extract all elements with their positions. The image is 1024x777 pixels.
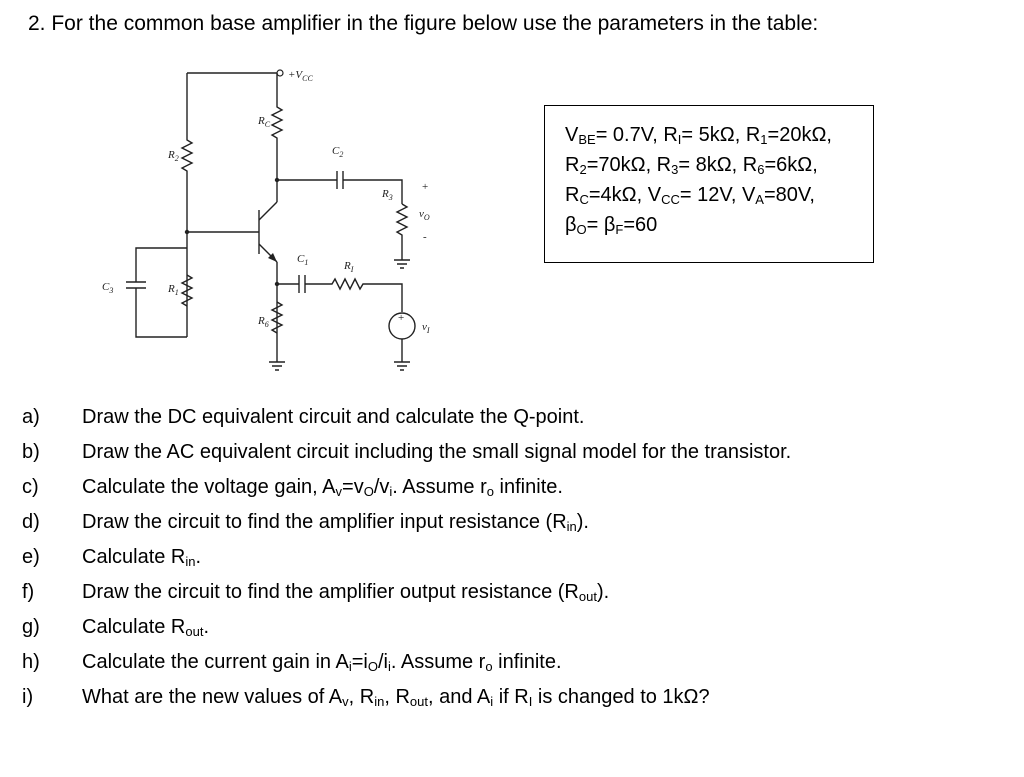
parameter-table: [544, 105, 874, 263]
question-item: [22, 511, 589, 534]
c2-label: $C_2$: [332, 145, 344, 159]
question-item: [22, 406, 584, 429]
question-label: c): [22, 476, 39, 498]
c1-label: $C_1$: [297, 253, 309, 267]
question-item: [22, 581, 609, 604]
question-item: [22, 651, 562, 674]
question-text: Draw the DC equivalent circuit and calculate the Q-point.: [82, 406, 585, 428]
r3-ground-icon: [394, 260, 410, 268]
vo-plus-sign: +: [422, 181, 429, 193]
r3-label: $R_3$: [382, 188, 393, 202]
question-label: i): [22, 686, 34, 708]
c3-wire: [136, 248, 187, 337]
question-text: Calculate the voltage gain, $A_v=v_O/v_i$. Assume $r_o$ infinite.: [82, 476, 563, 499]
question-text: Draw the circuit to find the amplifier output resistance $(R_{out})$.: [82, 581, 610, 604]
question-text: Draw the AC equivalent circuit including the small signal model for the transistor.: [82, 441, 792, 463]
rc-resistor: [272, 73, 282, 202]
transistor-collector-lead: [259, 202, 277, 220]
vcc-label: $+V_{CC}$: [288, 69, 313, 83]
question-text: Calculate the current gain in $A_i=i_O/i_i$. Assume $r_o$ infinite.: [82, 651, 562, 674]
question-label: b): [22, 441, 40, 463]
question-text: Draw the circuit to find the amplifier input resistance $(R_{in})$.: [82, 511, 589, 534]
r2-resistor: [182, 73, 192, 312]
c3-label: $C_3$: [102, 281, 114, 295]
question-item: [22, 686, 710, 709]
question-text: What are the new values of $A_v$, $R_{in}$, $R_{out}$, and $A_i$ if $R_I$ is changed to 1kΩ?: [82, 686, 710, 709]
question-label: f): [22, 581, 35, 603]
question-label: g): [22, 616, 40, 638]
question-item: [22, 616, 209, 639]
parameter-line: $\beta_O= \beta_F=60$: [565, 214, 658, 237]
question-label: e): [22, 546, 40, 568]
question-text: Calculate $R_{out}$.: [82, 616, 210, 639]
r6-ground-icon: [269, 362, 285, 370]
rc-label: $R_C$: [258, 115, 271, 129]
r6-label: $R_6$: [258, 315, 269, 329]
r1-label: $R_1$: [168, 283, 179, 297]
c1-ri-path: [277, 279, 402, 312]
c1-capacitor: [299, 275, 305, 293]
source-ground-icon: [394, 339, 410, 370]
vi-label: $v_I$: [422, 321, 430, 335]
common-base-amplifier-schematic: [92, 62, 452, 387]
question-text: Calculate $R_{in}$.: [82, 546, 202, 569]
c3-capacitor: [126, 282, 146, 288]
question-item: [22, 441, 791, 464]
r2-label: $R_2$: [168, 149, 179, 163]
parameter-line: $R_2=70k\Omega$, $R_3= 8k\Omega$, $R_6=6k\Omega$,: [565, 154, 818, 177]
vo-label: $v_O$: [419, 208, 430, 222]
vo-minus-sign: -: [423, 231, 427, 243]
question-item: [22, 546, 201, 569]
vcc-terminal: [277, 70, 283, 76]
source-plus-sign: +: [398, 312, 405, 324]
question-item: [22, 476, 563, 499]
parameter-line: $R_C=4k\Omega$, $V_{CC}= 12V$, $V_A=80V$,: [565, 184, 815, 207]
c2-capacitor: [337, 171, 343, 189]
r3-resistor: [397, 204, 407, 260]
question-label: d): [22, 511, 40, 533]
question-label: h): [22, 651, 40, 673]
problem-title: 2. For the common base amplifier in the figure below use the parameters in the table:: [28, 12, 819, 35]
ri-label: $R_I$: [344, 260, 354, 274]
question-label: a): [22, 406, 40, 428]
parameter-line: $V_{BE}= 0.7V$, $R_I= 5k\Omega$, $R_1=20k\Omega$,: [565, 124, 832, 147]
